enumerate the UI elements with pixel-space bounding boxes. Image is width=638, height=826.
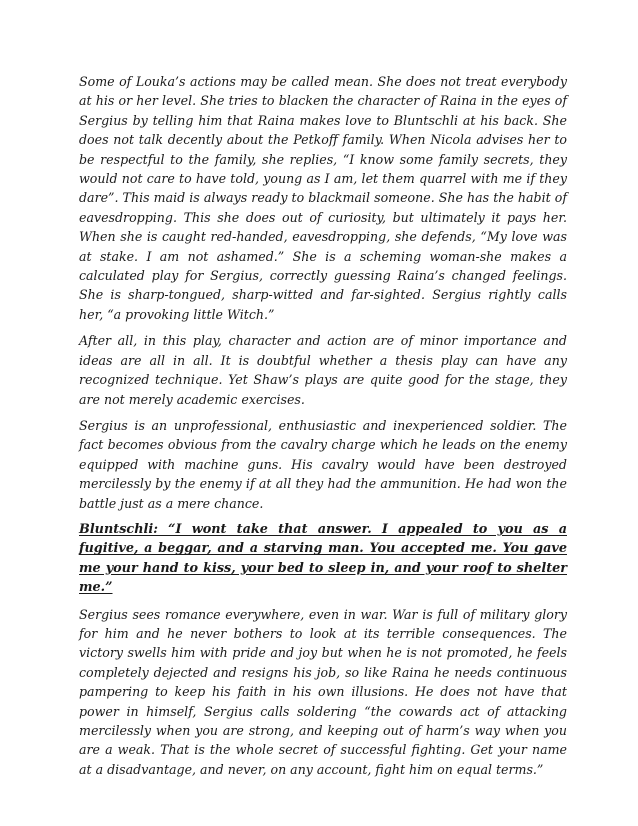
document-page bbox=[79, 72, 567, 786]
paragraph-louka: Some of Louka’s actions may be called mean. She does not treat everybody at his or her level. She tries to blacken the character of Raina in the eyes of Sergius by telling him that Raina makes love to Bluntschli at his back. She does not talk decently about the Petkoff family. When Nicola advises her to be respectful to the family, she replies, “I know some family secrets, they would not care to have told, young as I am, let them quarrel with me if they dare”. This maid is always ready to blackmail someone. She has the habit of eavesdropping. This she does out of curiosity, but ultimately it pays her. When she is caught red-handed, eavesdropping, she defends, “My love was at stake. I am not ashamed.” She is a scheming woman-she makes a calculated play for Sergius, correctly guessing Raina’s changed feelings. She is sharp-tongued, sharp-witted and far-sighted. Sergius rightly calls her, “a provoking little Witch.” bbox=[79, 74, 567, 322]
bluntschli-quote: Bluntschli: “I wont take that answer. I appealed to you as a fugitive, a beggar, and a starving man. You accepted me. You gave me your hand to kiss, your bed to sleep in, and your roof to shelter me.” bbox=[79, 521, 567, 596]
paragraph-sergius-romance: Sergius sees romance everywhere, even in war. War is full of military glory for him and he never bothers to look at its terrible consequences. The victory swells him with pride and joy but when he is not promoted, he feels completely dejected and resigns his job, so like Raina he needs continuous pampering to keep his faith in his own illusions. He does not have that power in himself, Sergius calls soldering “the cowards act of attacking mercilessly when you are strong, and keeping out of harm’s way when you are a weak. That is the whole secret of successful fighting. Get your name at a disadvantage, and never, on any account, fight him on equal terms.” bbox=[79, 606, 567, 777]
paragraph-sergius-soldier: Sergius is an unprofessional, enthusiastic and inexperienced soldier. The fact becomes obvious from the cavalry charge which he leads on the enemy equipped with machine guns. His cavalry would have been destroyed mercilessly by the enemy if at all they had the ammunition. He had won the battle just as a mere chance. bbox=[79, 417, 567, 511]
paragraph-play-ideas: After all, in this play, character and action are of minor importance and ideas are all in all. It is doubtful whether a thesis play can have any recognized technique. Yet Shaw’s plays are quite good for the stage, they are not merely academic exercises. bbox=[79, 333, 567, 407]
